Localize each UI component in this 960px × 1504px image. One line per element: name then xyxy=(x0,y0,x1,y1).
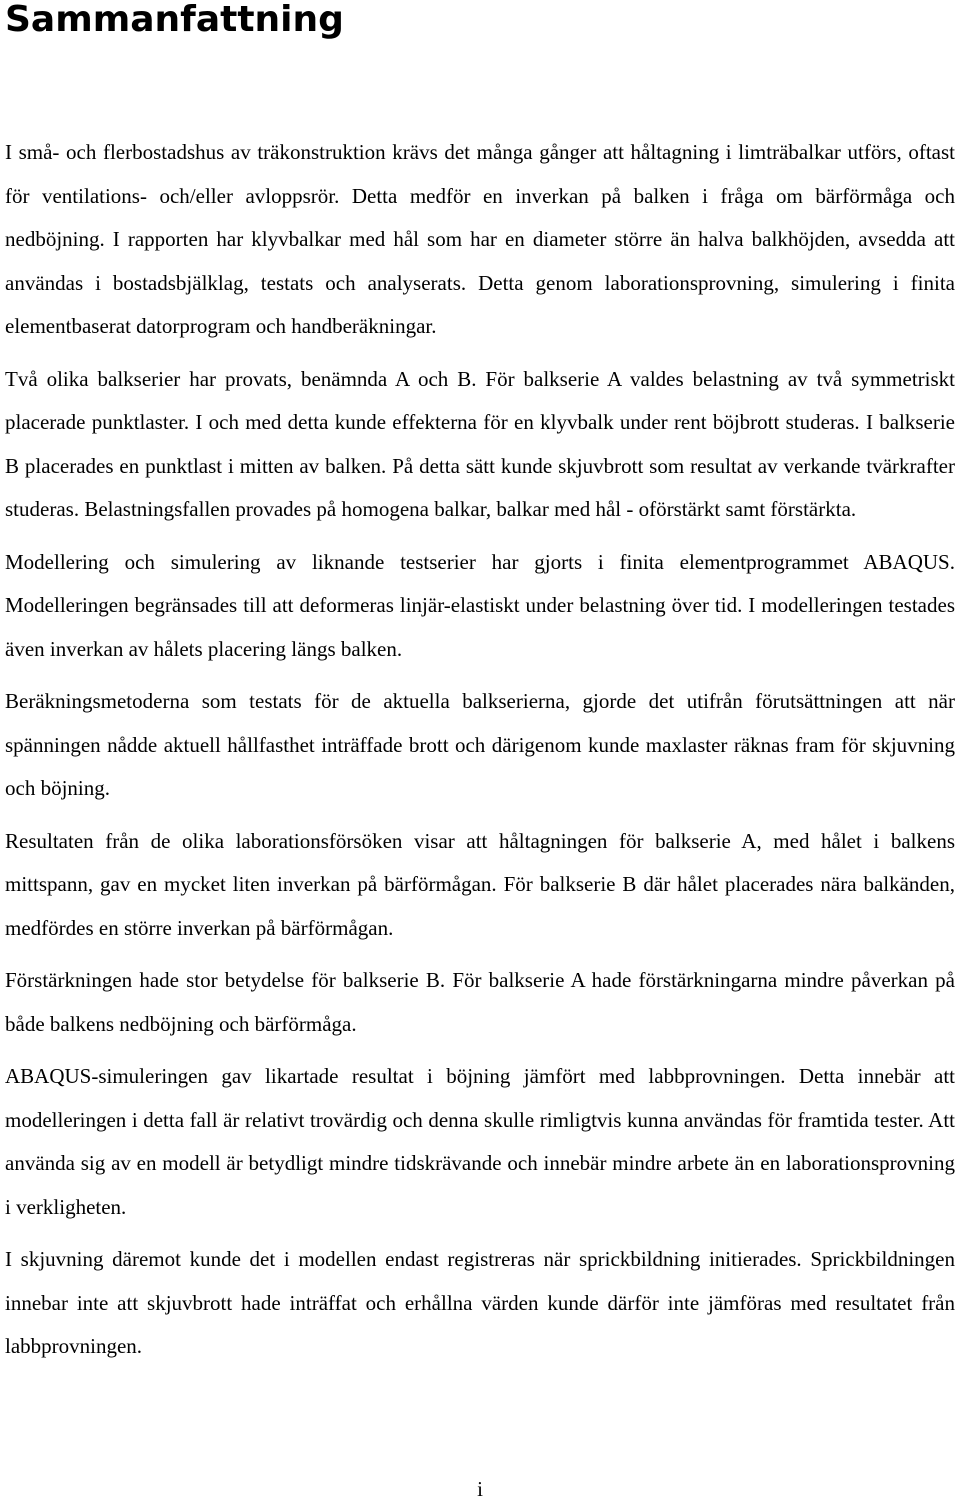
summary-body xyxy=(5,131,955,1378)
paragraph-7: ABAQUS-simuleringen gav likartade resultat i böjning jämfört med labbprovningen. Detta innebär att modelleringen i detta fall är relativt trovärdig och denna skulle rimligtvis kunna användas för framtida tester. Att använda sig av en modell är betydligt mindre tidskrävande och innebär mindre arbete än en laborationsprovning i verkligheten. xyxy=(5,1064,955,1219)
paragraph-2: Två olika balkserier har provats, benämnda A och B. För balkserie A valdes belastning av två symmetriskt placerade punktlaster. I och med detta kunde effekterna för en klyvbalk under rent böjbrott studeras. I balkserie B placerades en punktlast i mitten av balken. På detta sätt kunde skjuvbrott som resultat av verkande tvärkrafter studeras. Belastningsfallen provades på homogena balkar, balkar med hål - oförstärkt samt förstärkta. xyxy=(5,366,955,521)
paragraph-6: Förstärkningen hade stor betydelse för balkserie B. För balkserie A hade förstärkningarna mindre påverkan på både balkens nedböjning och bärförmåga. xyxy=(5,968,955,1036)
paragraph-8: I skjuvning däremot kunde det i modellen endast registreras när sprickbildning initierades. Sprickbildningen innebar inte att skjuvbrott hade inträffat och erhållna värden kunde därför inte jämföras med resultatet från labbprovningen. xyxy=(5,1247,955,1358)
paragraph-5: Resultaten från de olika laborationsförsöken visar att håltagningen för balkserie A, med hålet i balkens mittspann, gav en mycket liten inverkan på bärförmågan. För balkserie B där hålet placerades nära balkänden, medfördes en större inverkan på bärförmågan. xyxy=(5,828,955,940)
page-number: i xyxy=(477,1477,483,1501)
paragraph-3: Modellering och simulering av liknande testserier har gjorts i finita elementprogrammet ABAQUS. Modelleringen begränsades till att deformeras linjär-elastiskt under belastning över tid. I modelleringen testades även inverkan av hålets placering längs balken. xyxy=(5,549,955,661)
paragraph-1: I små- och flerbostadshus av träkonstruktion krävs det många gånger att håltagning i limträbalkar utförs, oftast för ventilations- och/eller avloppsrör. Detta medför en inverkan på balken i fråga om bärförmåga och nedböjning. I rapporten har klyvbalkar med hål som har en diameter större än halva balkhöjden, avsedda att användas i bostadsbjälklag, testats och analyserats. Detta genom laborationsprovning, simulering i finita elementbaserat datorprogram och handberäkningar. xyxy=(5,140,955,338)
page-title: Sammanfattning xyxy=(5,0,344,40)
paragraph-4: Beräkningsmetoderna som testats för de aktuella balkserierna, gjorde det utifrån förutsättningen att när spänningen nådde aktuell hållfasthet inträffade brott och därigenom kunde maxlaster räknas fram för skjuvning och böjning. xyxy=(5,689,955,800)
